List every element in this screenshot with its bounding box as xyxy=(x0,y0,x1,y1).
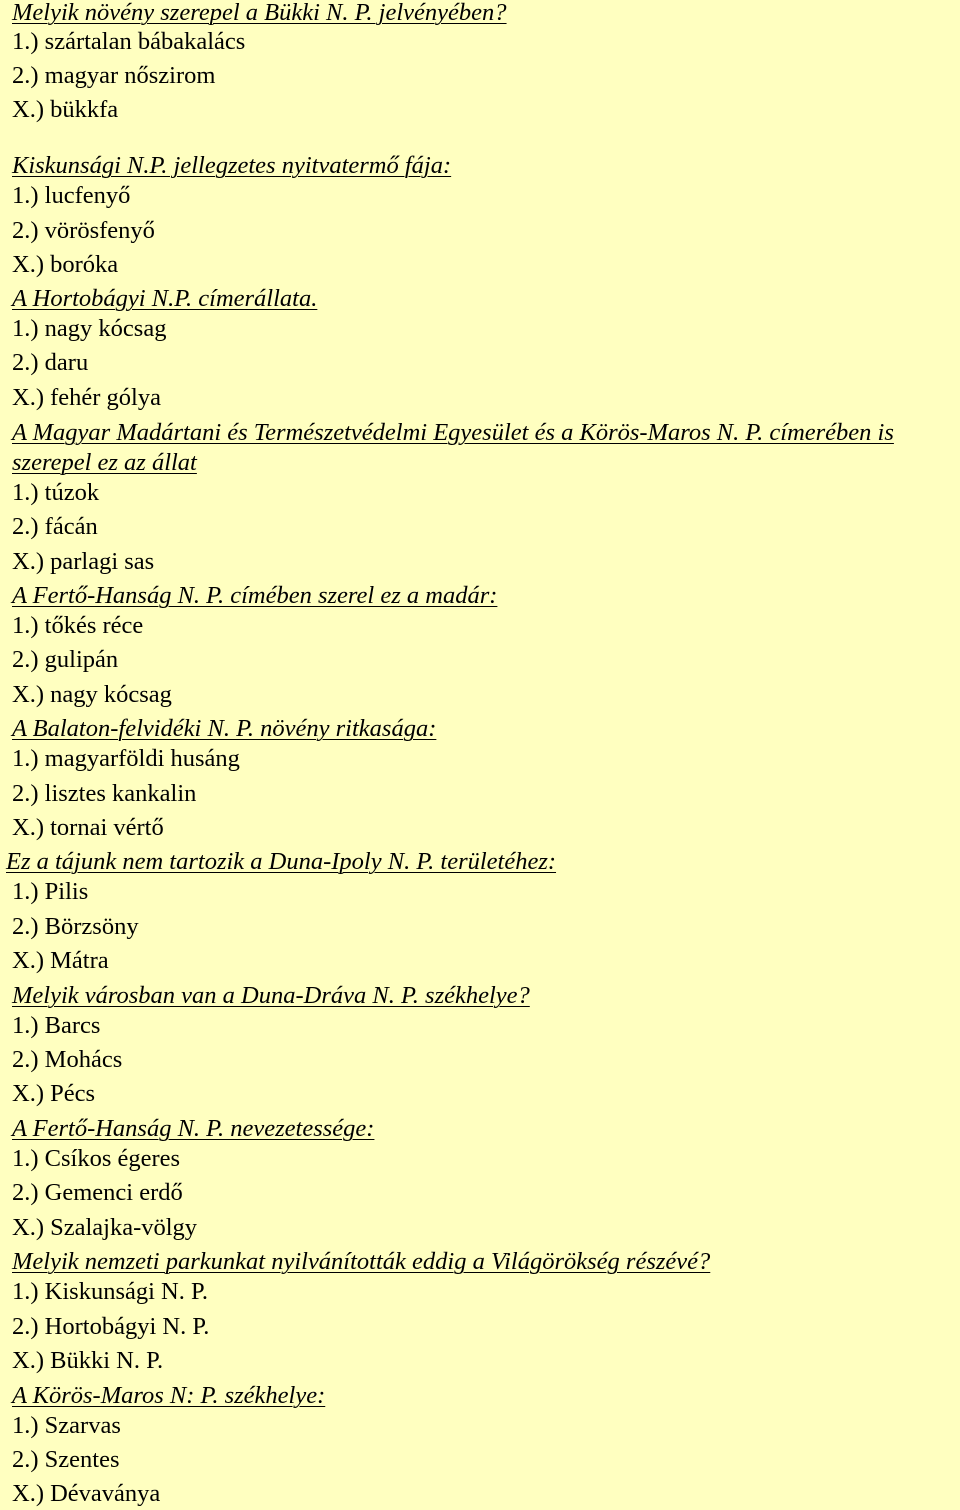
question-text: A Fertő-Hanság N. P. címében szerel ez a madár: xyxy=(12,582,498,609)
answer-option: X.) boróka xyxy=(12,251,119,278)
answer-option: 2.) lisztes kankalin xyxy=(12,780,197,807)
answer-option: 1.) Kiskunsági N. P. xyxy=(12,1278,209,1305)
answer-option: 2.) vörösfenyő xyxy=(12,217,155,244)
answer-option: 2.) Hortobágyi N. P. xyxy=(12,1313,210,1340)
answer-option: X.) Dévaványa xyxy=(12,1480,161,1507)
answer-option: 1.) Barcs xyxy=(12,1012,101,1039)
answer-option: 1.) Pilis xyxy=(12,878,89,905)
answer-option: 1.) Csíkos égeres xyxy=(12,1145,181,1172)
answer-option: 1.) tőkés réce xyxy=(12,612,144,639)
question-text: Ez a tájunk nem tartozik a Duna-Ipoly N. P. területéhez: xyxy=(6,848,557,875)
answer-option: 2.) Börzsöny xyxy=(12,913,139,940)
answer-option: 2.) Gemenci erdő xyxy=(12,1179,183,1206)
question-text: szerepel ez az állat xyxy=(12,449,197,476)
answer-option: X.) Bükki N. P. xyxy=(12,1347,164,1374)
answer-option: 1.) túzok xyxy=(12,479,100,506)
answer-option: 2.) fácán xyxy=(12,513,98,540)
answer-option: X.) parlagi sas xyxy=(12,548,155,575)
question-text: A Fertő-Hanság N. P. nevezetessége: xyxy=(12,1115,375,1142)
question-text: A Magyar Madártani és Természetvédelmi Egyesület és a Körös-Maros N. P. címerében is xyxy=(12,419,894,446)
answer-option: 2.) magyar nőszirom xyxy=(12,62,216,89)
answer-option: X.) tornai vértő xyxy=(12,814,164,841)
answer-option: 1.) szártalan bábakalács xyxy=(12,28,246,55)
answer-option: X.) Mátra xyxy=(12,947,109,974)
question-text: A Hortobágyi N.P. címerállata. xyxy=(12,285,318,312)
answer-option: 1.) lucfenyő xyxy=(12,182,131,209)
question-text: Melyik nemzeti parkunkat nyilvánították eddig a Világörökség részévé? xyxy=(12,1248,711,1275)
question-text: Kiskunsági N.P. jellegzetes nyitvatermő fája: xyxy=(12,152,452,179)
answer-option: 1.) nagy kócsag xyxy=(12,315,167,342)
answer-option: 1.) Szarvas xyxy=(12,1412,121,1439)
question-text: A Körös-Maros N: P. székhelye: xyxy=(12,1382,326,1409)
question-text: Melyik növény szerepel a Bükki N. P. jelvényében? xyxy=(12,0,507,26)
answer-option: X.) nagy kócsag xyxy=(12,681,172,708)
answer-option: 2.) Mohács xyxy=(12,1046,123,1073)
answer-option: 2.) Szentes xyxy=(12,1446,120,1473)
answer-option: 2.) daru xyxy=(12,349,89,376)
question-text: Melyik városban van a Duna-Dráva N. P. székhelye? xyxy=(12,982,530,1009)
answer-option: X.) fehér gólya xyxy=(12,384,161,411)
answer-option: X.) Szalajka-völgy xyxy=(12,1214,198,1241)
question-text: A Balaton-felvidéki N. P. növény ritkasága: xyxy=(12,715,437,742)
answer-option: X.) bükkfa xyxy=(12,96,119,123)
answer-option: 1.) magyarföldi husáng xyxy=(12,745,240,772)
answer-option: 2.) gulipán xyxy=(12,646,119,673)
answer-option: X.) Pécs xyxy=(12,1080,96,1107)
